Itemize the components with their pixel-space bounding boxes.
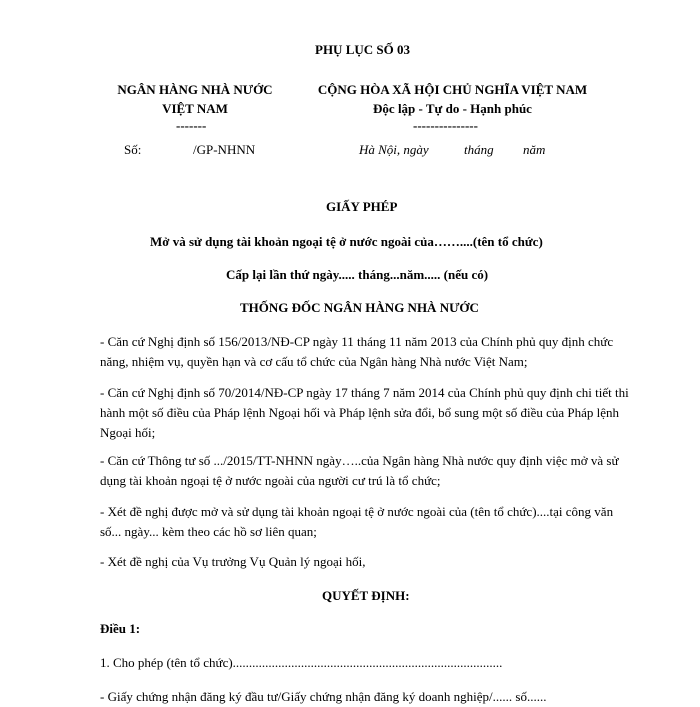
national-motto	[300, 81, 605, 119]
motto-rule: ---------------	[413, 118, 478, 133]
reissue-line: Cấp lại lần thứ ngày..... tháng...năm..... (nếu có)	[226, 267, 489, 282]
decision-heading: QUYẾT ĐỊNH:	[322, 588, 410, 603]
motto-line: Độc lập - Tự do - Hạnh phúc	[373, 100, 532, 116]
number-label: Số:	[124, 142, 142, 157]
legal-basis-5: - Xét đề nghị của Vụ trưởng Vụ Quản lý ngoại hối,	[100, 554, 366, 569]
document-subtitle: Mở và sử dụng tài khoản ngoại tệ ở nước ngoài của……....(tên tổ chức)	[150, 234, 543, 249]
appendix-title: PHỤ LỤC SỐ 03	[315, 42, 410, 57]
issuer-name	[100, 81, 290, 119]
article-1-item-1: 1. Cho phép (tên tổ chức)...................................................................................	[100, 655, 503, 670]
legal-basis-3: - Căn cứ Thông tư số .../2015/TT-NHNN ngày…..của Ngân hàng Nhà nước quy định việc mở và sử dụng tài khoản ngoại tệ ở nước ngoài của người cư trú là tổ chức;	[100, 453, 619, 488]
document-title: GIẤY PHÉP	[326, 199, 398, 214]
year-label: năm	[523, 142, 546, 157]
legal-basis-4: - Xét đề nghị được mở và sử dụng tài khoản ngoại tệ ở nước ngoài của (tên tổ chức)....tại công văn số... ngày... kèm theo các hồ sơ liên quan;	[100, 504, 614, 539]
place-date: Hà Nội, ngày	[359, 142, 429, 157]
legal-basis-1: - Căn cứ Nghị định số 156/2013/NĐ-CP ngày 11 tháng 11 năm 2013 của Chính phủ quy định chức năng, nhiệm vụ, quyền hạn và cơ cấu tổ chức của Ngân hàng Nhà nước Việt Nam;	[100, 334, 614, 369]
issuer-name-line1: NGÂN HÀNG NHÀ NƯỚC	[117, 82, 273, 97]
article-1-item-2: - Giấy chứng nhận đăng ký đầu tư/Giấy chứng nhận đăng ký doanh nghiệp/...... số......	[100, 689, 547, 704]
month-label: tháng	[464, 142, 494, 157]
authority-heading: THỐNG ĐỐC NGÂN HÀNG NHÀ NƯỚC	[240, 300, 479, 315]
article-1-heading: Điều 1:	[100, 621, 141, 636]
issuer-name-line2: VIỆT NAM	[162, 100, 228, 116]
number-code: /GP-NHNN	[193, 142, 256, 157]
issuer-rule: -------	[176, 118, 207, 133]
country-name: CỘNG HÒA XÃ HỘI CHỦ NGHĨA VIỆT NAM	[317, 82, 588, 97]
legal-basis-2: - Căn cứ Nghị định số 70/2014/NĐ-CP ngày 17 tháng 7 năm 2014 của Chính phủ quy định chi tiết thi hành một số điều của Pháp lệnh Ngoại hối và Pháp lệnh sửa đổi, bổ sung một số điều của Pháp lệnh Ngoại hối;	[100, 385, 629, 440]
